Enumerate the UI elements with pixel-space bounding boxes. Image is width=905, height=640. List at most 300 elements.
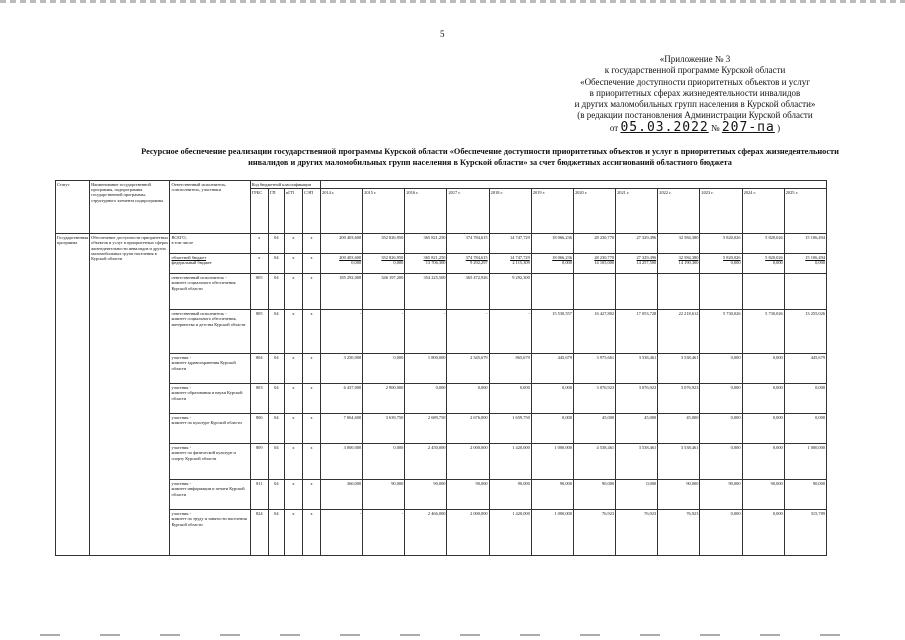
code-cell-gp: 04 — [268, 480, 284, 510]
value-cell — [321, 254, 363, 274]
value-cell — [742, 234, 784, 254]
value-cell — [531, 384, 573, 414]
table-row — [56, 310, 827, 354]
value-cell — [658, 510, 700, 556]
code-cell-gp: 04 — [268, 310, 284, 354]
code-cell-grbs: 805 — [250, 274, 268, 310]
value-amount: 865,679 — [515, 355, 530, 361]
value-amount: 1 000,000 — [807, 445, 825, 451]
value-amount: 0,000 — [772, 415, 783, 421]
value-cell — [616, 444, 658, 480]
value-amount: 0,000 — [435, 385, 446, 391]
header-name: Наименование государственной программы, подпрограммы государственной программы, структурного элемента подпрограммы — [90, 181, 170, 234]
value-amount: 90,000 — [770, 481, 783, 487]
value-amount: 354 225,500 — [423, 275, 446, 281]
value-amount: 3 538,461 — [680, 355, 699, 361]
value-amount: 0,000 — [562, 385, 572, 391]
value-amount: - — [401, 511, 404, 517]
value-cell — [700, 384, 742, 414]
value-amount: 32 584,380 — [678, 255, 699, 261]
value-amount-federal: 0,000 — [815, 260, 825, 266]
value-cell — [784, 274, 826, 310]
value-amount: 1 659,750 — [512, 415, 530, 421]
header-year: 2021 г. — [616, 189, 658, 234]
executor-cell — [170, 310, 250, 354]
table-row — [56, 444, 827, 480]
value-cell — [363, 480, 405, 510]
value-cell — [447, 510, 489, 556]
value-amount-federal: 14 257,500 — [636, 260, 657, 266]
table-row — [56, 480, 827, 510]
value-cell — [405, 310, 447, 354]
value-cell — [700, 444, 742, 480]
code-cell-gp: 04 — [268, 444, 284, 480]
value-cell — [742, 310, 784, 354]
value-cell — [658, 480, 700, 510]
value-cell — [573, 254, 615, 274]
value-cell — [700, 480, 742, 510]
value-amount: 346 197,200 — [381, 275, 404, 281]
code-cell-pgp: x — [284, 234, 302, 254]
value-amount: 18 066,236 — [552, 255, 572, 261]
value-cell — [784, 254, 826, 274]
value-amount-federal: 9 292,297 — [470, 260, 488, 266]
value-cell — [363, 444, 405, 480]
value-amount: 352 826,950 — [381, 255, 404, 261]
code-cell-grbs: 806 — [250, 414, 268, 444]
document-title: Ресурсное обеспечение реализации государственной программы Курской области «Обеспечение доступности приоритетных объектов и услуг в приоритетных сферах жизнедеятельности инвалидов и других маломобильных групп населения в Курской области» за счет бюджетных ассигнований областного бюджета — [141, 147, 839, 167]
header-grbs: ГРБС — [250, 189, 268, 234]
value-cell — [616, 384, 658, 414]
code-cell-osm: x — [302, 480, 320, 510]
value-amount: 3 639,750 — [385, 415, 404, 421]
code-cell-gp: 04 — [268, 414, 284, 444]
executor-cell — [170, 274, 250, 310]
value-amount: 185 292,000 — [339, 275, 362, 281]
value-amount: 90,000 — [391, 481, 404, 487]
value-amount: 90,000 — [686, 481, 699, 487]
value-amount: 76,923 — [686, 511, 699, 517]
value-amount: - — [444, 311, 446, 317]
value-amount: 0,000 — [815, 385, 825, 391]
appendix-no: № — [711, 122, 720, 133]
value-cell — [616, 274, 658, 310]
value-cell — [658, 274, 700, 310]
value-amount: 15 106,494 — [805, 235, 825, 241]
value-cell — [742, 480, 784, 510]
value-amount: 27 329,496 — [636, 235, 657, 241]
value-amount: 90,000 — [602, 481, 615, 487]
value-amount: 4 538,461 — [596, 445, 615, 451]
value-cell — [363, 354, 405, 384]
executor-role: участник - — [171, 511, 192, 517]
header-year: 2025 г. — [784, 189, 826, 234]
value-cell — [447, 414, 489, 444]
code-cell-osm: x — [302, 510, 320, 556]
value-amount: 360,000 — [346, 481, 362, 487]
value-amount: 365 472,926 — [465, 275, 488, 281]
value-cell — [489, 414, 531, 444]
header-status: Статус — [56, 181, 90, 234]
value-amount: 90,000 — [559, 481, 572, 487]
value-amount: 1 800,000 — [427, 355, 446, 361]
value-cell — [531, 480, 573, 510]
header-year: 2016 г. — [405, 189, 447, 234]
code-cell-pgp: x — [284, 480, 302, 510]
table-row — [56, 384, 827, 414]
value-amount-federal: 0,000 — [730, 260, 741, 266]
value-cell — [447, 234, 489, 254]
value-amount: - — [401, 311, 404, 317]
value-cell — [363, 274, 405, 310]
header-year: 2024 г. — [742, 189, 784, 234]
appendix-line: «Приложение № 3 — [659, 54, 731, 64]
value-amount: 3 076,923 — [596, 385, 615, 391]
code-cell-osm: x — [302, 384, 320, 414]
value-cell — [784, 510, 826, 556]
code-cell-pgp: x — [284, 414, 302, 444]
value-cell — [531, 444, 573, 480]
executor-cell — [170, 354, 250, 384]
executor-org: комитет здравоохранения Курской области — [171, 360, 236, 371]
value-cell — [658, 384, 700, 414]
value-cell — [573, 234, 615, 254]
value-cell — [616, 480, 658, 510]
value-amount: 0,000 — [730, 385, 741, 391]
value-cell — [405, 354, 447, 384]
value-cell — [531, 414, 573, 444]
value-cell — [784, 480, 826, 510]
header-year: 2018 г. — [489, 189, 531, 234]
value-cell — [784, 414, 826, 444]
executor-role: участник - — [171, 445, 192, 451]
appendix-number: 207-па — [721, 119, 775, 135]
value-amount: 27 329,496 — [636, 255, 657, 261]
value-amount: 2 450,000 — [427, 445, 446, 451]
code-cell-gp: 04 — [268, 254, 284, 274]
code-cell-gp: 04 — [268, 384, 284, 414]
code-cell-osm: x — [302, 310, 320, 354]
executor-org: комитет по культуре Курской области — [171, 420, 242, 426]
value-amount: 9 292,300 — [512, 275, 530, 281]
value-amount: 90,000 — [433, 481, 446, 487]
code-cell-pgp: x — [284, 444, 302, 480]
code-cell-gp: 04 — [268, 274, 284, 310]
value-amount: 0,000 — [562, 415, 572, 421]
value-cell — [447, 384, 489, 414]
value-cell — [616, 310, 658, 354]
value-amount: 0,000 — [646, 481, 657, 487]
table-row — [56, 274, 827, 310]
executor-org: комитет социального обеспечения Курской области — [171, 280, 236, 291]
executor-org: комитет по физической культуре и спорту Курской области — [171, 450, 236, 461]
code-cell-gp: 04 — [268, 234, 284, 254]
value-amount: 5 730,026 — [723, 311, 741, 317]
value-cell — [616, 354, 658, 384]
value-cell — [700, 414, 742, 444]
value-cell — [405, 414, 447, 444]
appendix-line: к государственной программе Курской области — [604, 65, 786, 76]
code-cell-pgp: x — [284, 354, 302, 384]
value-amount: 15 106,494 — [805, 255, 825, 261]
value-amount: 374 784,615 — [465, 255, 488, 261]
value-cell — [531, 234, 573, 254]
table-row — [56, 254, 827, 274]
value-amount: - — [486, 311, 488, 317]
value-cell — [321, 384, 363, 414]
value-cell — [405, 254, 447, 274]
value-amount: 0,000 — [772, 385, 783, 391]
executor-cell — [170, 234, 250, 254]
value-cell — [700, 354, 742, 384]
value-amount: 14 747,729 — [510, 255, 530, 261]
code-cell-grbs: 803 — [250, 384, 268, 414]
value-amount: 445,679 — [810, 355, 825, 361]
executor-role: ответственный исполнитель - — [171, 311, 227, 317]
value-cell — [616, 254, 658, 274]
value-cell — [489, 310, 531, 354]
value-amount: 0,000 — [730, 355, 741, 361]
value-cell — [363, 234, 405, 254]
value-cell — [321, 310, 363, 354]
value-amount: 200 403,600 — [339, 255, 362, 261]
value-cell — [321, 234, 363, 254]
value-amount: 18 066,236 — [552, 235, 572, 241]
value-cell — [700, 510, 742, 556]
executor-cell — [170, 480, 250, 510]
executor-role: участник - — [171, 481, 192, 487]
value-cell — [363, 510, 405, 556]
value-amount: 3 538,461 — [638, 355, 657, 361]
value-cell — [784, 444, 826, 480]
value-cell — [700, 234, 742, 254]
code-cell-grbs: 804 — [250, 354, 268, 384]
executor-org: федеральный бюджет — [171, 260, 212, 266]
appendix-line: «Обеспечение доступности приоритетных объектов и услуг — [580, 76, 810, 87]
value-amount-federal: 14 105,000 — [594, 260, 615, 266]
value-amount: 14 747,729 — [510, 235, 530, 241]
value-cell — [489, 510, 531, 556]
value-amount: 28 230,770 — [594, 235, 615, 241]
appendix-block — [560, 54, 830, 134]
value-amount: 2 345,679 — [470, 355, 488, 361]
header-code-group: Код бюджетной классификации — [250, 181, 320, 189]
header-year: 2019 г. — [531, 189, 573, 234]
value-cell — [573, 310, 615, 354]
value-amount: 2 000,000 — [470, 511, 488, 517]
value-amount: 45,000 — [602, 415, 615, 421]
appendix-from: от — [609, 122, 619, 133]
value-cell — [616, 414, 658, 444]
value-amount: 374 784,615 — [465, 235, 488, 241]
value-amount: 1 420,000 — [512, 445, 530, 451]
appendix-date-line — [560, 119, 830, 135]
value-amount: 315,789 — [810, 511, 825, 517]
value-cell — [742, 510, 784, 556]
header-pgp: пГП — [284, 189, 302, 234]
table-row — [56, 414, 827, 444]
value-amount: 2 676,000 — [470, 415, 488, 421]
value-cell — [321, 480, 363, 510]
value-cell — [700, 274, 742, 310]
value-amount: 5 820,026 — [723, 255, 741, 261]
appendix-date: 05.03.2022 — [620, 119, 709, 135]
value-amount: 5 820,026 — [723, 235, 741, 241]
value-amount: 200 403,600 — [339, 235, 362, 241]
value-amount: 15 530,557 — [552, 311, 572, 317]
value-amount: 2 466,000 — [427, 511, 446, 517]
value-cell — [447, 310, 489, 354]
table-row — [56, 510, 827, 556]
value-cell — [363, 310, 405, 354]
value-cell — [489, 274, 531, 310]
value-amount: 90,000 — [475, 481, 488, 487]
value-cell — [742, 274, 784, 310]
value-cell — [742, 254, 784, 274]
value-amount: 90,000 — [728, 481, 741, 487]
value-cell — [447, 480, 489, 510]
table-row — [56, 354, 827, 384]
code-cell-osm: x — [302, 444, 320, 480]
code-cell-grbs: 824 — [250, 510, 268, 556]
value-amount: 3 076,923 — [680, 385, 699, 391]
executor-org: в том числе — [171, 240, 194, 246]
value-amount: 0,000 — [393, 355, 404, 361]
value-cell — [784, 384, 826, 414]
value-amount: 17 053,728 — [636, 311, 657, 317]
code-cell-pgp: x — [284, 254, 302, 274]
program-name-cell: Обеспечение доступности приоритетных объектов и услуг в приоритетных сферах жизнедеятельности инвалидов и других маломобильных групп населения в Курской области — [90, 234, 170, 556]
value-cell — [489, 480, 531, 510]
code-cell-grbs: 809 — [250, 444, 268, 480]
value-amount: 45,000 — [686, 415, 699, 421]
value-cell — [405, 384, 447, 414]
value-cell — [658, 254, 700, 274]
code-cell-grbs: x — [250, 234, 268, 254]
value-amount: 28 230,770 — [594, 255, 615, 261]
appendix-line: и других маломобильных групп населения в Курской области» — [574, 99, 816, 110]
value-amount-federal: 0,000 — [351, 260, 362, 266]
header-year: 2023 г. — [700, 189, 742, 234]
value-amount: 22 218,612 — [678, 311, 699, 317]
code-cell-gp: 04 — [268, 510, 284, 556]
value-cell — [321, 414, 363, 444]
header-gp: ГП — [268, 189, 284, 234]
value-amount-federal: 13 706,300 — [425, 260, 446, 266]
executor-cell — [170, 254, 250, 274]
value-cell — [447, 354, 489, 384]
value-cell — [363, 414, 405, 444]
executor-role: ВСЕГО, — [171, 235, 187, 241]
value-cell — [573, 274, 615, 310]
executor-cell — [170, 510, 250, 556]
value-cell — [742, 384, 784, 414]
value-cell — [363, 254, 405, 274]
value-cell — [784, 310, 826, 354]
scan-artifact-bottom — [40, 634, 860, 636]
value-amount: 0,000 — [730, 445, 741, 451]
code-cell-osm: x — [302, 234, 320, 254]
appendix-line: (в редакции постановления Администрации Курской области — [577, 110, 813, 121]
value-cell — [321, 510, 363, 556]
value-amount: 13 255,026 — [805, 311, 825, 317]
value-cell — [573, 354, 615, 384]
value-amount: 3 538,461 — [638, 445, 657, 451]
value-amount: 2 900,000 — [385, 385, 404, 391]
executor-role: участник - — [171, 385, 192, 391]
value-amount: 2 689,750 — [427, 415, 446, 421]
value-amount: 3 000,000 — [343, 445, 362, 451]
executor-role: участник - — [171, 415, 192, 421]
value-cell — [573, 384, 615, 414]
value-cell — [321, 444, 363, 480]
header-osm: СЭП — [302, 189, 320, 234]
value-cell — [531, 254, 573, 274]
status-cell: Государственная программа — [56, 234, 90, 556]
header-year: 2014 г. — [321, 189, 363, 234]
executor-role: областной бюджет — [171, 255, 207, 261]
value-amount: 445,679 — [557, 355, 572, 361]
value-cell — [405, 274, 447, 310]
value-cell — [321, 354, 363, 384]
header-executor: Ответственный исполнитель, соисполнитель, участники — [170, 181, 250, 234]
value-cell — [742, 414, 784, 444]
value-cell — [700, 254, 742, 274]
value-cell — [658, 310, 700, 354]
header-year: 2022 г. — [658, 189, 700, 234]
value-amount: 0,000 — [815, 415, 825, 421]
appendix-close: ) — [777, 122, 781, 133]
code-cell-gp: 04 — [268, 354, 284, 384]
value-amount: 0,000 — [730, 511, 741, 517]
value-amount: 7 064,600 — [343, 415, 362, 421]
value-amount: 5 730,026 — [765, 311, 783, 317]
executor-org: комитет образования и науки Курской области — [171, 390, 243, 401]
value-amount: 3 076,923 — [638, 385, 657, 391]
executor-role: ответственный исполнитель - — [171, 275, 227, 281]
value-amount-federal: 2 115,309 — [512, 260, 530, 266]
table-row — [56, 234, 827, 254]
executor-cell — [170, 444, 250, 480]
value-amount: 0,000 — [393, 445, 404, 451]
header-years-group — [321, 181, 827, 189]
executor-cell — [170, 384, 250, 414]
code-cell-grbs: x — [250, 254, 268, 274]
value-cell — [658, 234, 700, 254]
code-cell-grbs: 811 — [250, 480, 268, 510]
value-cell — [489, 354, 531, 384]
value-amount: 1 420,000 — [512, 511, 530, 517]
value-amount: 0,000 — [772, 511, 783, 517]
value-cell — [405, 234, 447, 254]
executor-org: комитет социального обеспечения, материнства и детства Курской области — [171, 316, 246, 327]
value-cell — [573, 444, 615, 480]
code-cell-pgp: x — [284, 384, 302, 414]
value-amount: 1 000,000 — [554, 445, 572, 451]
code-cell-pgp: x — [284, 310, 302, 354]
value-amount: 0,000 — [730, 415, 741, 421]
header-year: 2017 г. — [447, 189, 489, 234]
value-amount: 1 000,000 — [554, 511, 572, 517]
value-amount: 352 826,950 — [381, 235, 404, 241]
value-cell — [573, 510, 615, 556]
header-year: 2015 г. — [363, 189, 405, 234]
value-cell — [700, 310, 742, 354]
code-cell-osm: x — [302, 254, 320, 274]
value-amount: 365 821,250 — [423, 235, 446, 241]
resource-table — [55, 180, 827, 556]
value-cell — [658, 354, 700, 384]
